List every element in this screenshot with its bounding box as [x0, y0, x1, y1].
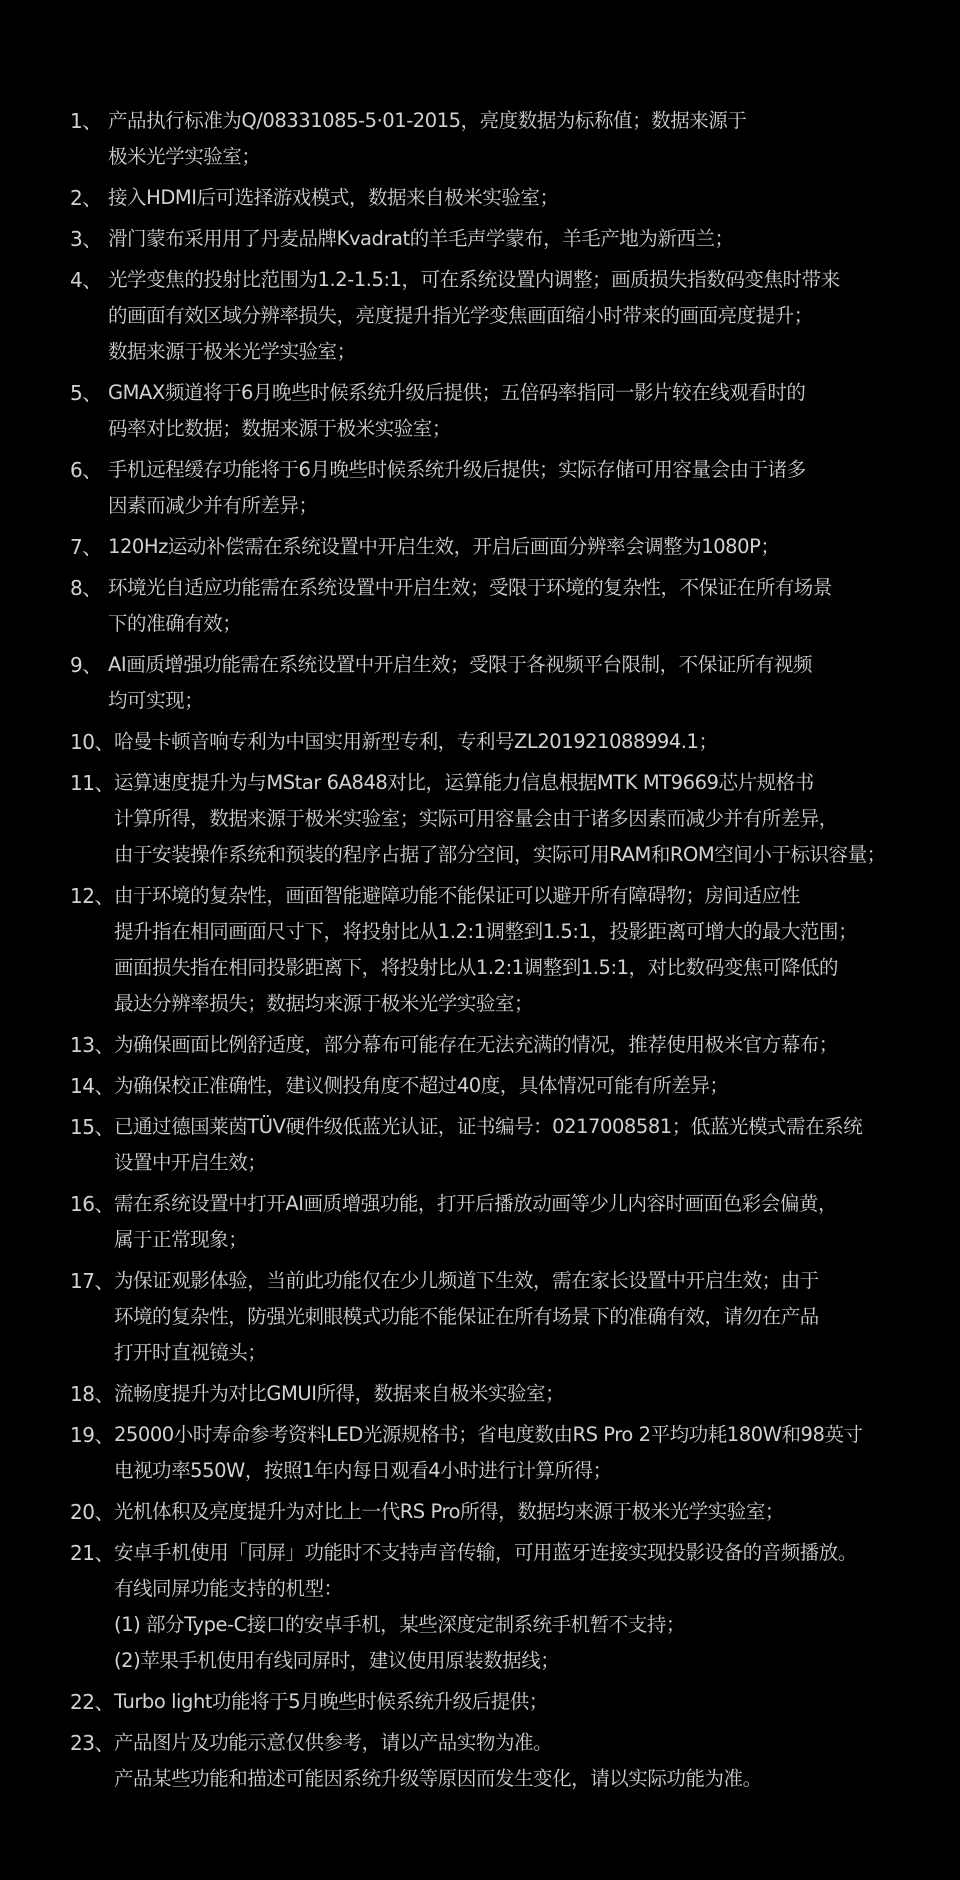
footnote-line: 为保证观影体验，当前此功能仅在少儿频道下生效，需在家长设置中开启生效；由于: [113, 1269, 819, 1292]
footnote-line: 由于环境的复杂性，画面智能避障功能不能保证可以避开所有障碍物；房间适应性: [113, 884, 800, 907]
footnote-item: [70, 765, 930, 873]
footnote-line: 运算速度提升为与MStar 6A848对比，运算能力信息根据MTK MT9669芯片规格书: [113, 771, 814, 794]
footnote-line: 安卓手机使用「同屏」功能时不支持声音传输，可用蓝牙连接实现投影设备的音频播放。: [113, 1541, 857, 1564]
footnote-text: [114, 1535, 930, 1679]
footnote-text: [114, 1186, 930, 1258]
footnote-number: 4、: [70, 268, 102, 292]
footnote-number: 11、: [70, 771, 114, 795]
footnote-line: 计算所得，数据来源于极米实验室；实际可用容量会由于诸多因素而减少并有所差异，: [113, 807, 838, 830]
footnote-text: [114, 1263, 930, 1371]
footnote-line: 流畅度提升为对比GMUI所得，数据来自极米实验室；: [113, 1382, 565, 1405]
footnote-text: [108, 529, 930, 565]
footnote-item: [70, 1535, 930, 1679]
footnote-number: 23、: [70, 1731, 114, 1755]
footnote-text: [114, 724, 930, 760]
footnote-text: [108, 570, 930, 642]
footnote-line: 为确保校正准确性，建议侧投角度不超过40度，具体情况可能有所差异；: [113, 1074, 729, 1097]
footnote-number: 9、: [70, 653, 102, 677]
footnote-line: 均可实现；: [108, 689, 204, 712]
footnote-item: [70, 180, 930, 216]
footnote-text: [114, 878, 930, 1022]
footnote-item: [70, 1186, 930, 1258]
footnote-item: [70, 529, 930, 565]
footnote-text: [114, 1376, 930, 1412]
footnote-number: 17、: [70, 1269, 114, 1293]
footnote-line: 环境的复杂性，防强光刺眼模式功能不能保证在所有场景下的准确有效，请勿在产品: [113, 1305, 819, 1328]
footnote-item: [70, 1417, 930, 1489]
footnote-line: (2)苹果手机使用有线同屏时，建议使用原装数据线；: [113, 1649, 560, 1672]
footnote-line: Turbo light功能将于5月晚些时候系统升级后提供；: [113, 1690, 548, 1713]
footnotes-list: [70, 103, 930, 1802]
footnote-line: 打开时直视镜头；: [113, 1341, 267, 1364]
footnote-line: 因素而减少并有所差异；: [108, 494, 318, 517]
footnote-line: 产品某些功能和描述可能因系统升级等原因而发生变化，请以实际功能为准。: [113, 1767, 762, 1790]
footnote-text: [108, 103, 930, 175]
footnote-line: 接入HDMI后可选择游戏模式，数据来自极米实验室；: [108, 186, 559, 209]
footnote-text: [108, 180, 930, 216]
footnote-item: [70, 1068, 930, 1104]
footnote-line: 手机远程缓存功能将于6月晚些时候系统升级后提供；实际存储可用容量会由于诸多: [108, 458, 806, 481]
footnote-number: 2、: [70, 186, 102, 210]
footnote-number: 21、: [70, 1541, 114, 1565]
footnote-line: 需在系统设置中打开AI画质增强功能，打开后播放动画等少儿内容时画面色彩会偏黄，: [113, 1192, 837, 1215]
footnote-number: 7、: [70, 535, 102, 559]
footnote-item: [70, 724, 930, 760]
footnote-number: 18、: [70, 1382, 114, 1406]
footnote-number: 20、: [70, 1500, 114, 1524]
footnote-text: [114, 765, 930, 873]
footnote-line: AI画质增强功能需在系统设置中开启生效；受限于各视频平台限制，不保证所有视频: [108, 653, 812, 676]
footnote-line: 数据来源于极米光学实验室；: [108, 340, 356, 363]
footnote-text: [114, 1725, 930, 1797]
footnote-number: 15、: [70, 1115, 114, 1139]
footnote-text: [114, 1109, 930, 1181]
footnote-line: (1) 部分Type-C接口的安卓手机，某些深度定制系统手机暂不支持；: [113, 1613, 685, 1636]
footnote-line: 的画面有效区域分辨率损失，亮度提升指光学变焦画面缩小时带来的画面亮度提升；: [108, 304, 813, 327]
footnote-line: 极米光学实验室；: [108, 145, 261, 168]
footnote-item: [70, 1263, 930, 1371]
footnote-number: 10、: [70, 730, 114, 754]
footnote-line: 产品图片及功能示意仅供参考，请以产品实物为准。: [113, 1731, 553, 1754]
footnote-number: 19、: [70, 1423, 114, 1447]
footnote-text: [114, 1494, 930, 1530]
footnote-line: 产品执行标准为Q/08331085-5·01-2015，亮度数据为标称值；数据来源于: [108, 109, 747, 132]
footnote-item: [70, 1684, 930, 1720]
footnote-text: [108, 262, 930, 370]
footnote-text: [108, 221, 930, 257]
footnote-number: 1、: [70, 109, 102, 133]
footnote-item: [70, 221, 930, 257]
footnote-text: [114, 1027, 930, 1063]
footnote-number: 3、: [70, 227, 102, 251]
footnote-line: 光机体积及亮度提升为对比上一代RS Pro所得，数据均来源于极米光学实验室；: [113, 1500, 784, 1523]
footnote-text: [108, 647, 930, 719]
footnote-item: [70, 1725, 930, 1797]
footnote-line: 码率对比数据；数据来源于极米实验室；: [108, 417, 451, 440]
footnote-line: 25000小时寿命参考资料LED光源规格书；省电度数由RS Pro 2平均功耗180W和98英寸: [113, 1423, 863, 1446]
footnote-line: 由于安装操作系统和预装的程序占据了部分空间，实际可用RAM和ROM空间小于标识容量；: [113, 843, 886, 866]
footnote-item: [70, 262, 930, 370]
footnote-line: GMAX频道将于6月晚些时候系统升级后提供；五倍码率指同一影片较在线观看时的: [108, 381, 806, 404]
footnote-line: 滑门蒙布采用用了丹麦品牌Kvadrat的羊毛声学蒙布，羊毛产地为新西兰；: [108, 227, 734, 250]
footnote-line: 环境光自适应功能需在系统设置中开启生效；受限于环境的复杂性，不保证在所有场景: [108, 576, 832, 599]
footnote-item: [70, 103, 930, 175]
footnote-text: [108, 375, 930, 447]
footnote-item: [70, 1027, 930, 1063]
footnote-item: [70, 1376, 930, 1412]
footnote-line: 下的准确有效；: [108, 612, 242, 635]
footnote-number: 22、: [70, 1690, 114, 1714]
footnote-item: [70, 1494, 930, 1530]
footnote-line: 光学变焦的投射比范围为1.2-1.5:1，可在系统设置内调整；画质损失指数码变焦时带来: [108, 268, 840, 291]
footnote-item: [70, 1109, 930, 1181]
footnote-line: 最达分辨率损失；数据均来源于极米光学实验室；: [113, 992, 534, 1015]
footnote-text: [114, 1684, 930, 1720]
footnote-line: 画面损失指在相同投影距离下，将投射比从1.2:1调整到1.5:1，对比数码变焦可降低的: [113, 956, 839, 979]
footnote-item: [70, 375, 930, 447]
footnote-number: 14、: [70, 1074, 114, 1098]
footnote-line: 属于正常现象；: [113, 1228, 248, 1251]
footnote-line: 120Hz运动补偿需在系统设置中开启生效，开启后画面分辨率会调整为1080P；: [108, 535, 780, 558]
footnote-text: [114, 1068, 930, 1104]
footnote-line: 哈曼卡顿音响专利为中国实用新型专利，专利号ZL201921088994.1；: [113, 730, 718, 753]
footnote-item: [70, 647, 930, 719]
footnote-number: 13、: [70, 1033, 114, 1057]
footnote-number: 12、: [70, 884, 114, 908]
footnote-text: [108, 452, 930, 524]
footnote-item: [70, 452, 930, 524]
footnote-line: 提升指在相同画面尺寸下，将投射比从1.2:1调整到1.5:1，投影距离可增大的最大范围；: [113, 920, 858, 943]
footnote-line: 已通过德国莱茵TÜV硬件级低蓝光认证，证书编号：0217008581；低蓝光模式需在系统: [113, 1115, 863, 1138]
footnote-text: [114, 1417, 930, 1489]
footnote-number: 5、: [70, 381, 102, 405]
footnote-number: 8、: [70, 576, 102, 600]
footnote-item: [70, 570, 930, 642]
footnote-line: 有线同屏功能支持的机型：: [113, 1577, 343, 1600]
footnote-number: 6、: [70, 458, 102, 482]
footnote-line: 为确保画面比例舒适度，部分幕布可能存在无法充满的情况，推荐使用极米官方幕布；: [113, 1033, 838, 1056]
footnote-line: 设置中开启生效；: [113, 1151, 267, 1174]
footnote-number: 16、: [70, 1192, 114, 1216]
footnote-item: [70, 878, 930, 1022]
footnote-line: 电视功率550W，按照1年内每日观看4小时进行计算所得；: [113, 1459, 612, 1482]
